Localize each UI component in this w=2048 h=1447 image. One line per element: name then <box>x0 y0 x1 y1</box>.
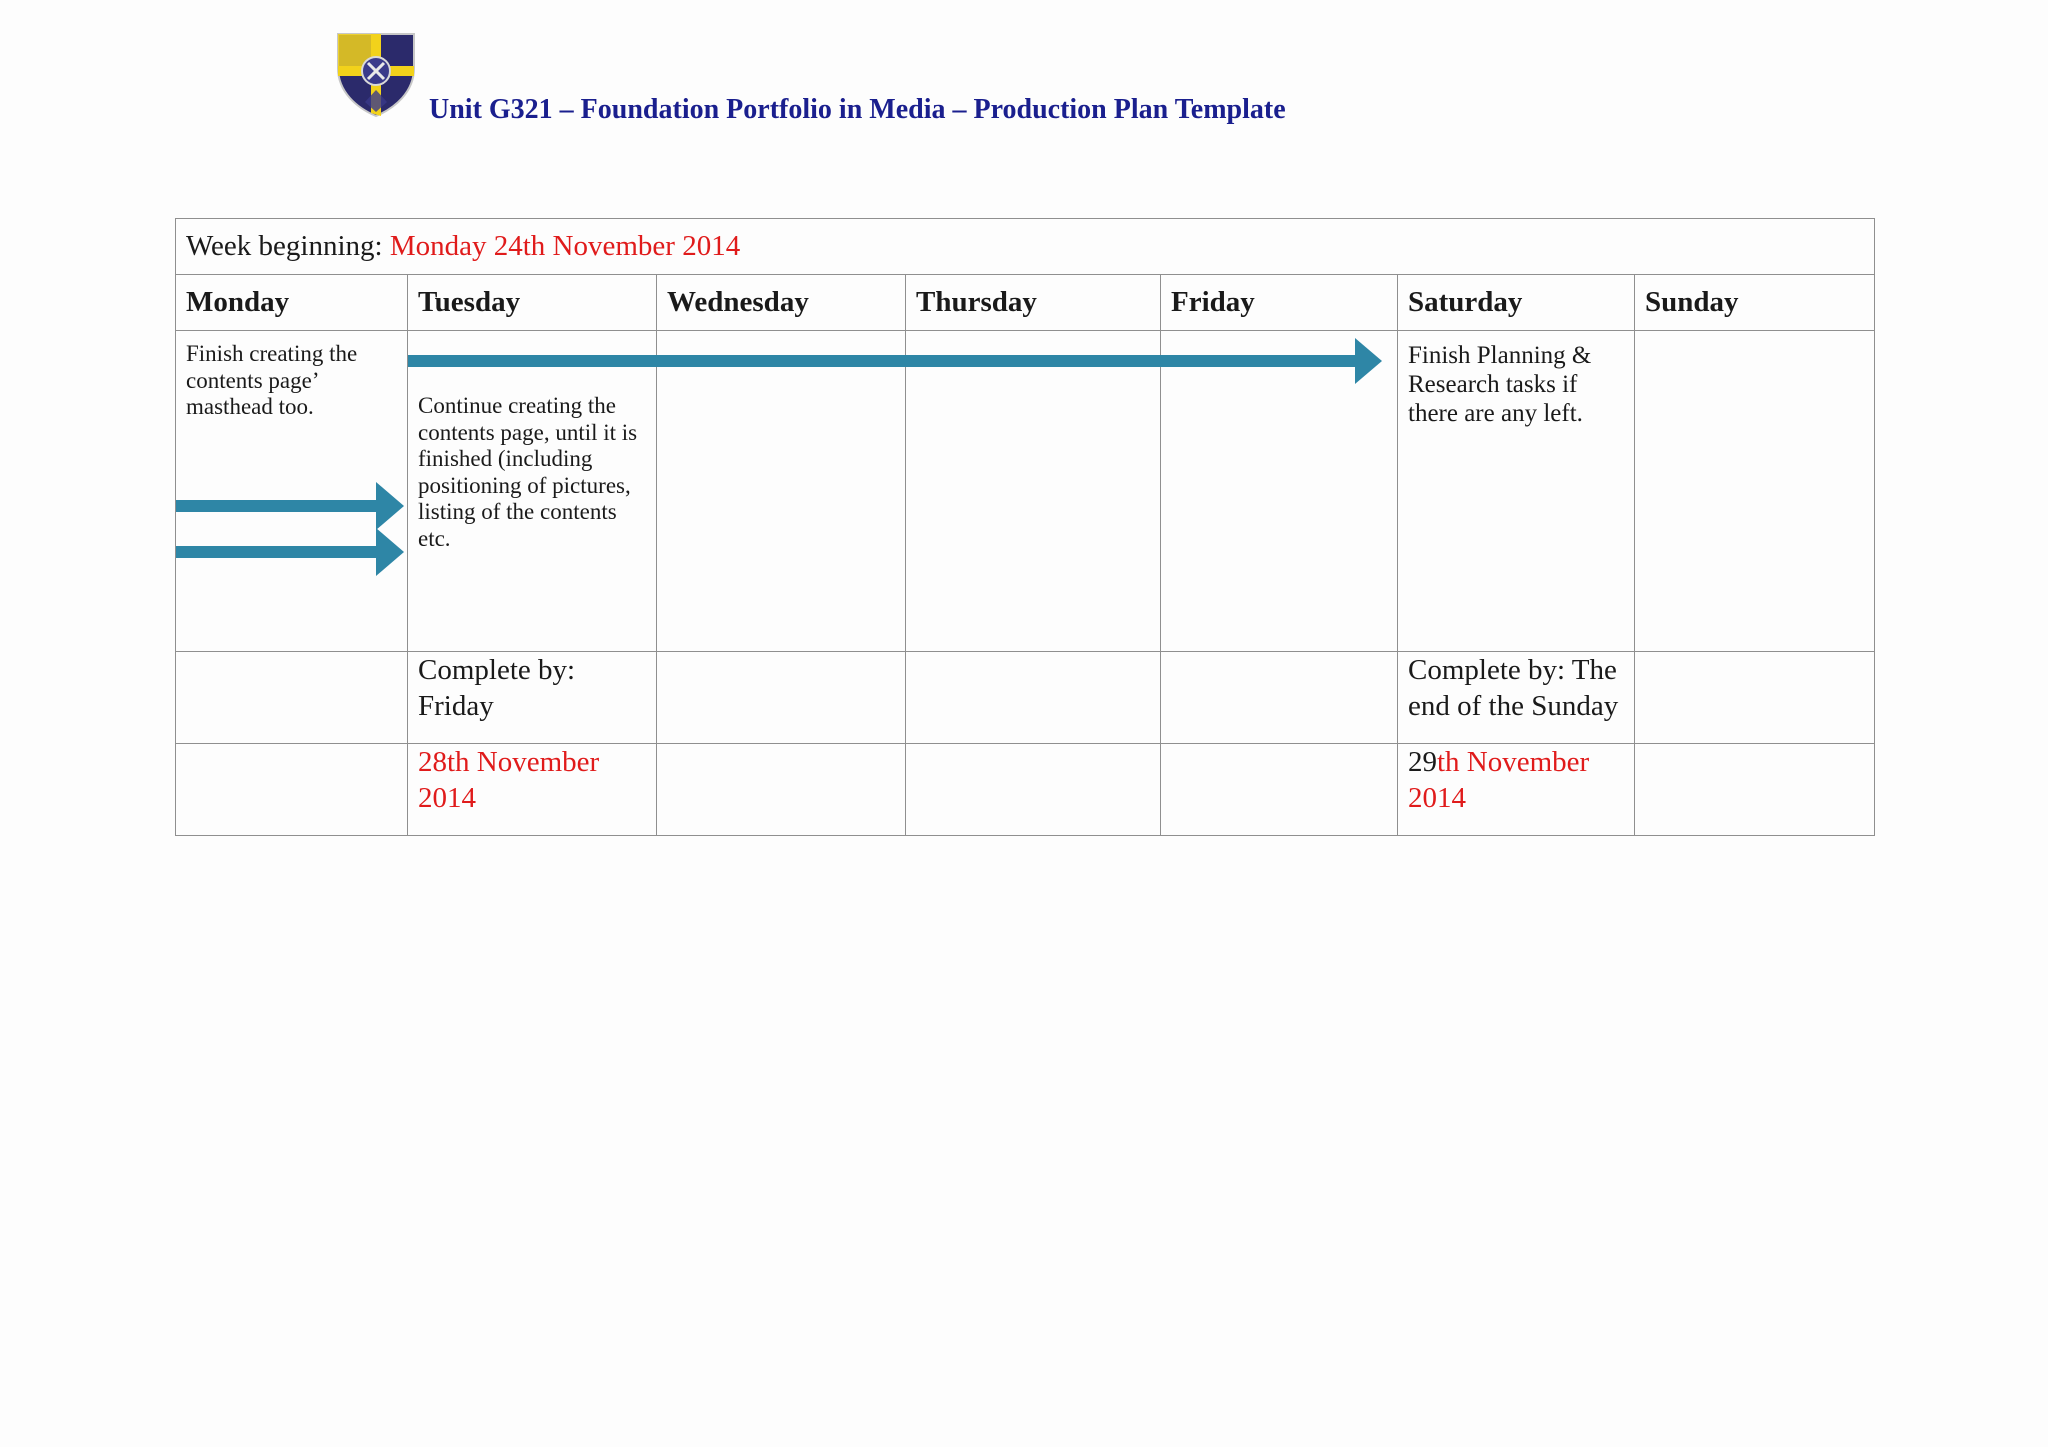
page-title: Unit G321 – Foundation Portfolio in Media – Production Plan Template <box>429 94 1286 125</box>
task-monday-text: Finish creating the contents page’ masthead too. <box>186 341 358 419</box>
day-header-wednesday: Wednesday <box>657 275 906 331</box>
complete-monday <box>176 652 408 744</box>
task-tuesday <box>408 331 657 652</box>
day-header-row <box>176 275 1875 331</box>
complete-by-row <box>176 652 1875 744</box>
task-saturday <box>1398 331 1635 652</box>
week-beginning-cell <box>176 219 1875 275</box>
date-friday <box>1161 744 1398 836</box>
date-tuesday: 28th November 2014 <box>408 744 657 836</box>
day-header-sunday: Sunday <box>1635 275 1875 331</box>
school-crest-logo <box>335 28 417 118</box>
production-plan-table <box>175 218 1875 836</box>
week-row <box>176 219 1875 275</box>
task-wednesday <box>657 331 906 652</box>
task-thursday <box>906 331 1161 652</box>
day-header-saturday: Saturday <box>1398 275 1635 331</box>
task-friday <box>1161 331 1398 652</box>
date-sunday <box>1635 744 1875 836</box>
date-saturday-rest: th November 2014 <box>1408 746 1590 814</box>
tasks-row <box>176 331 1875 652</box>
week-beginning-date: Monday 24th November 2014 <box>389 230 741 262</box>
complete-tuesday: Complete by: Friday <box>408 652 657 744</box>
complete-friday <box>1161 652 1398 744</box>
date-monday <box>176 744 408 836</box>
task-sunday <box>1635 331 1875 652</box>
complete-saturday: Complete by: The end of the Sunday <box>1398 652 1635 744</box>
complete-wednesday <box>657 652 906 744</box>
date-wednesday <box>657 744 906 836</box>
day-header-tuesday: Tuesday <box>408 275 657 331</box>
task-tuesday-text: Continue creating the contents page, until it is finished (including positioning of pictures, listing of the contents etc. <box>418 393 638 551</box>
date-thursday <box>906 744 1161 836</box>
dates-row <box>176 744 1875 836</box>
date-saturday-day: 29 <box>1408 746 1437 778</box>
day-header-friday: Friday <box>1161 275 1398 331</box>
task-saturday-text: Finish Planning & Research tasks if there are any left. <box>1408 342 1592 427</box>
day-header-monday: Monday <box>176 275 408 331</box>
week-beginning-label: Week beginning: <box>186 230 390 262</box>
date-saturday <box>1398 744 1635 836</box>
complete-sunday <box>1635 652 1875 744</box>
complete-thursday <box>906 652 1161 744</box>
task-monday <box>176 331 408 652</box>
day-header-thursday: Thursday <box>906 275 1161 331</box>
